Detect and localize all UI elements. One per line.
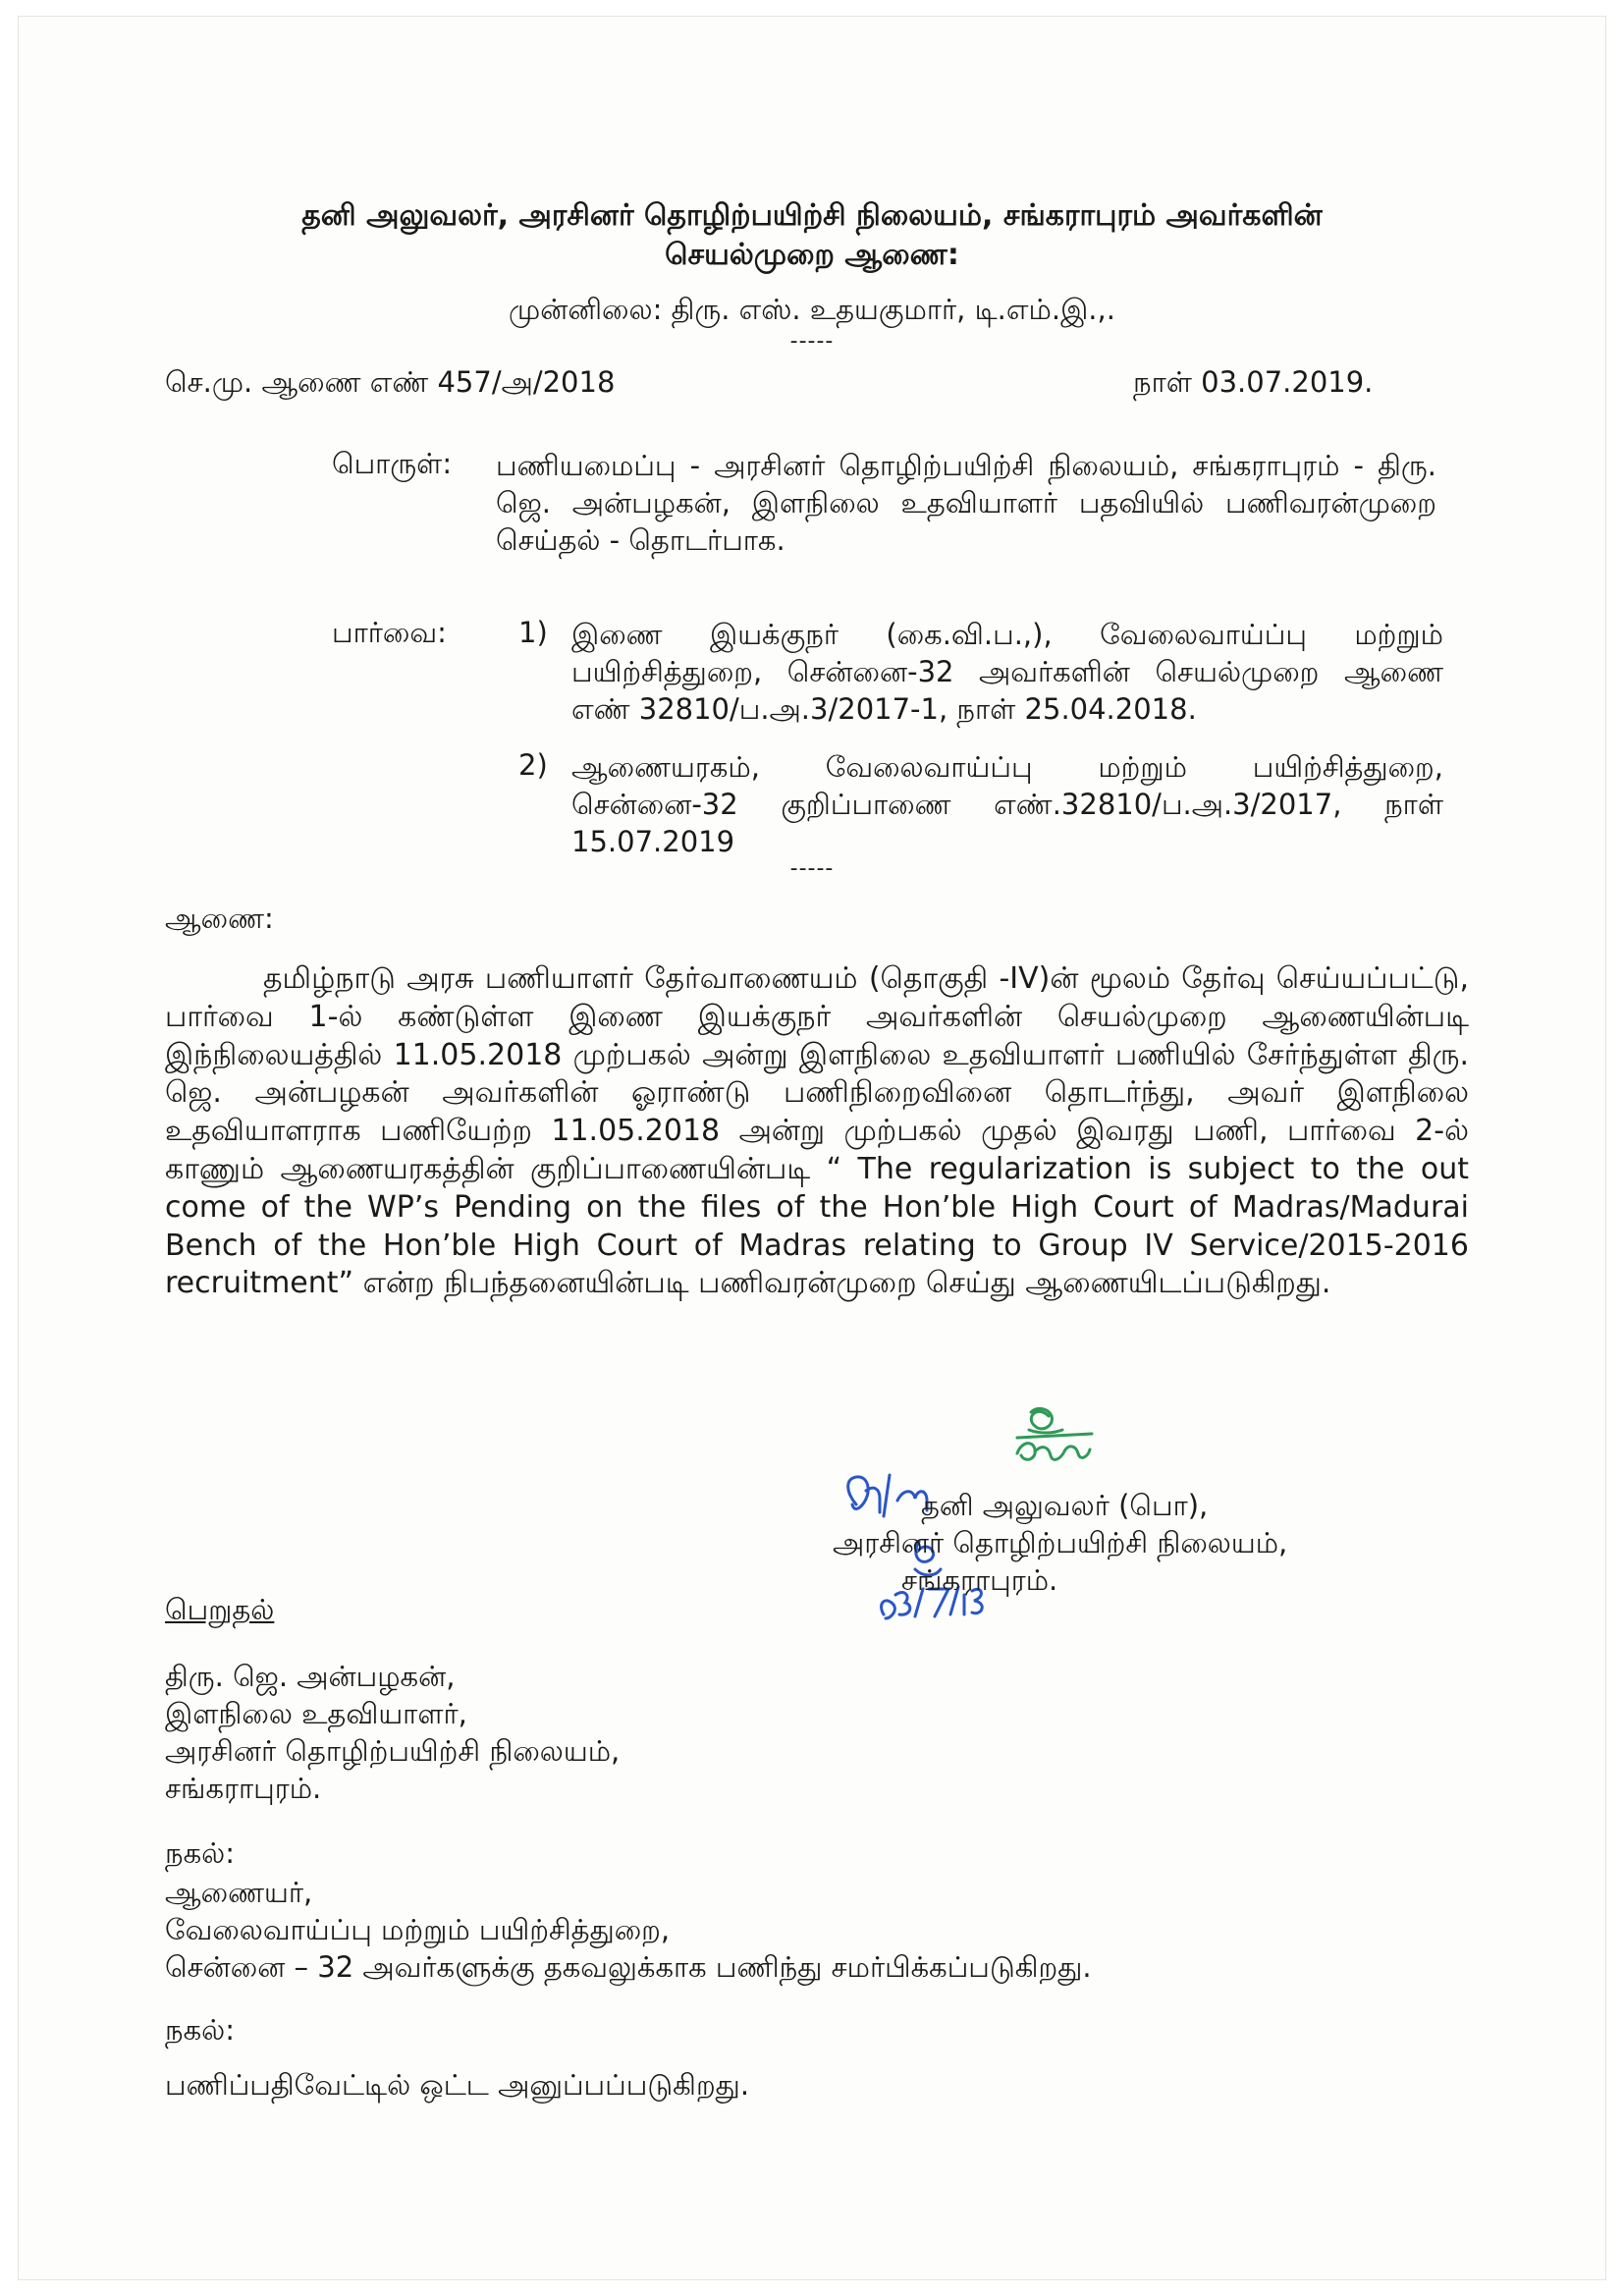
copy-line: ஆணையர், <box>165 1876 313 1909</box>
references-label: பார்வை: <box>332 616 447 649</box>
address-line: திரு. ஜெ. அன்பழகன், <box>165 1660 456 1693</box>
copy-recipient <box>165 2066 749 2104</box>
signature-line: சங்கராபுரம். <box>901 1563 1058 1597</box>
green-initials <box>1017 1408 1092 1459</box>
copy-label: நகல்: <box>165 1836 235 1870</box>
subject-text: பணியமைப்பு - அரசினர் தொழிற்பயிற்சி நிலையம், சங்கராபுரம் - திரு. ஜெ. அன்பழகன், இளநிலை உதவியாளர் பதவியில் பணிவரன்முறை செய்தல் - தொடர்பாக. <box>496 449 1436 557</box>
recipient-address <box>165 1658 620 1807</box>
copy-label: நகல்: <box>165 2013 235 2047</box>
document-title-line2: செயல்முறை ஆணை: <box>665 238 959 272</box>
copy-line: வேலைவாய்ப்பு மற்றும் பயிற்சித்துறை, <box>165 1913 671 1946</box>
separator: ----- <box>789 856 835 881</box>
signature-line: அரசினர் தொழிற்பயிற்சி நிலையம், <box>833 1526 1288 1559</box>
reference-number: 1) <box>518 616 548 649</box>
reference-text: இணை இயக்குநர் (கை.வி.ப.,), வேலைவாய்ப்பு மற்றும் பயிற்சித்துறை, சென்னை-32 அவர்களின் செயல்முறை ஆணை எண் 32810/ப.அ.3/2017-1, நாள் 25.04.2018. <box>571 618 1443 726</box>
order-number: செ.மு. ஆணை எண் 457/அ/2018 <box>165 365 616 399</box>
document-title: தனி அலுவலர், அரசினர் தொழிற்பயிற்சி நிலையம், சங்கராபுரம் அவர்களின் <box>301 198 1323 233</box>
address-line: அரசினர் தொழிற்பயிற்சி நிலையம், <box>165 1734 621 1768</box>
presence-line: முன்னிலை: திரு. எஸ். உதயகுமார், டி.எம்.இ.,. <box>509 293 1115 326</box>
separator: ----- <box>789 329 835 354</box>
blue-initials <box>848 1475 927 1516</box>
copy-line: பணிப்பதிவேட்டில் ஒட்ட அனுப்பப்படுகிறது. <box>165 2068 750 2102</box>
order-label: ஆணை: <box>165 902 274 935</box>
reference-number: 2) <box>518 748 548 782</box>
signature-block <box>833 1487 1288 1599</box>
copy-line: சென்னை – 32 அவர்களுக்கு தகவலுக்காக பணிந்து சமர்பிக்கப்படுகிறது. <box>165 1950 1092 1984</box>
address-line: இளநிலை உதவியாளர், <box>165 1697 467 1730</box>
recipient-label: பெறுதல் <box>165 1593 275 1626</box>
signature-line: தனி அலுவலர் (பொ), <box>921 1489 1209 1522</box>
order-date: நாள் 03.07.2019. <box>1133 365 1374 399</box>
order-paragraph: தமிழ்நாடு அரசு பணியாளர் தேர்வாணையம் (தொகுதி -IV)ன் மூலம் தேர்வு செய்யப்பட்டு, பார்வை 1-ல் கண்டுள்ள இணை இயக்குநர் அவர்களின் செயல்முறை ஆணையின்படி இந்நிலையத்தில் 11.05.2018 முற்பகல் அன்று இளநிலை உதவியாளர் பணியில் சேர்ந்துள்ள திரு. ஜெ. அன்பழகன் அவர்களின் ஓராண்டு பணிநிறைவினை தொடர்ந்து, அவர் இளநிலை உதவியாளராக பணியேற்ற 11.05.2018 அன்று முற்பகல் முதல் இவரது பணி, பார்வை 2-ல் காணும் ஆணையரகத்தின் குறிப்பாணையின்படி “ The regularization is subject to the out come of the WP’s Pending on the files of the Hon’ble High Court of Madras/Madurai Bench of the Hon’ble High Court of Madras relating to Group IV Service/2015-2016 recruitment” என்ற நிபந்தனையின்படி பணிவரன்முறை செய்து ஆணையிடப்படுகிறது. <box>165 961 1469 1301</box>
address-line: சங்கராபுரம். <box>165 1772 322 1805</box>
subject-label: பொருள்: <box>332 447 453 480</box>
copy-recipient <box>165 1874 1092 1986</box>
reference-text: ஆணையரகம், வேலைவாய்ப்பு மற்றும் பயிற்சித்துறை, சென்னை-32 குறிப்பாணை எண்.32810/ப.அ.3/2017, நாள் 15.07.2019 <box>571 750 1443 858</box>
